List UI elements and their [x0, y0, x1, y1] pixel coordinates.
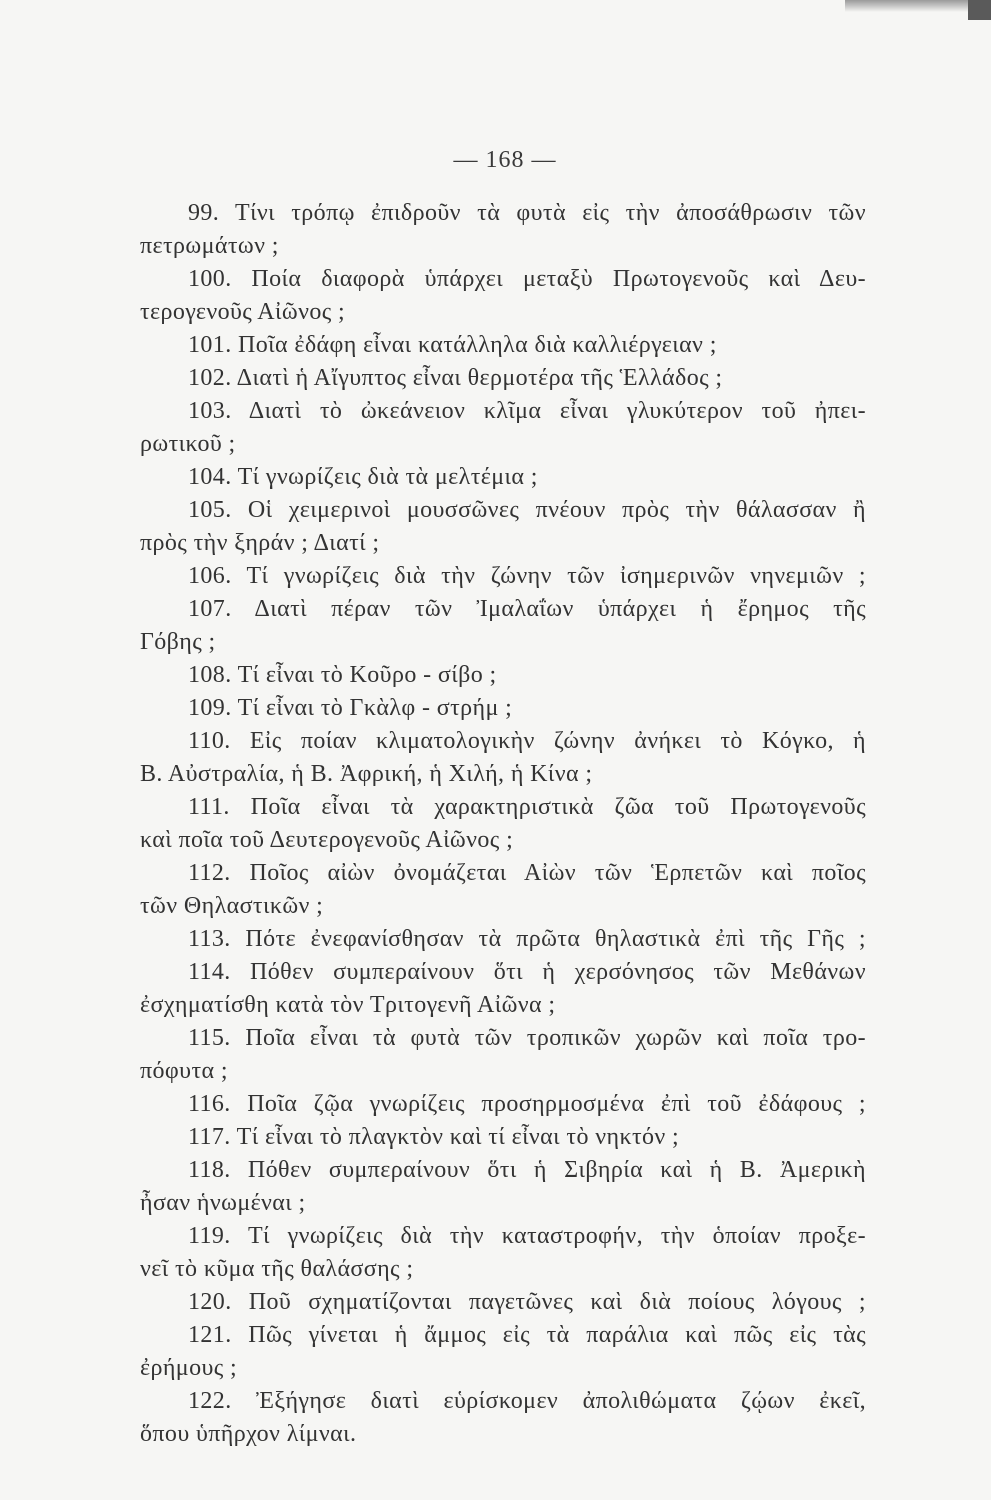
- question-line: 117. Τί εἶναι τὸ πλαγκτὸν καὶ τί εἶναι τὸ νηκτόν ;: [188, 1124, 680, 1150]
- question-line: 108. Τί εἶναι τὸ Κοῦρο - σίβο ;: [188, 662, 497, 688]
- question-line: 113. Πότε ἐνεφανίσθησαν τὰ πρῶτα θηλαστικὰ ἐπὶ τῆς Γῆς ;: [188, 926, 866, 952]
- question-item: [140, 659, 866, 692]
- question-item: [140, 791, 866, 857]
- question-line: 115. Ποῖα εἶναι τὰ φυτὰ τῶν τροπικῶν χωρῶν καὶ ποῖα τρο-: [188, 1025, 866, 1051]
- question-line: πρὸς τὴν ξηράν ; Διατί ;: [140, 530, 380, 556]
- question-line: τερογενοῦς Αἰῶνος ;: [140, 299, 346, 325]
- question-line: 100. Ποία διαφορὰ ὑπάρχει μεταξὺ Πρωτογενοῦς καὶ Δευ-: [188, 266, 866, 292]
- question-line: ἦσαν ἡνωμέναι ;: [140, 1190, 306, 1216]
- question-item: [140, 560, 866, 593]
- question-item: [140, 263, 866, 329]
- question-line: 112. Ποῖος αἰὼν ὀνομάζεται Αἰὼν τῶν Ἑρπετῶν καὶ ποῖος: [188, 860, 866, 886]
- question-line: 111. Ποῖα εἶναι τὰ χαρακτηριστικὰ ζῶα τοῦ Πρωτογενοῦς: [188, 794, 866, 820]
- question-line: ἐσχηματίσθη κατὰ τὸν Τριτογενῆ Αἰῶνα ;: [140, 992, 556, 1018]
- question-item: [140, 692, 866, 725]
- question-line: καὶ ποῖα τοῦ Δευτερογενοῦς Αἰῶνος ;: [140, 827, 514, 853]
- question-line: 121. Πῶς γίνεται ἡ ἄμμος εἰς τὰ παράλια καὶ πῶς εἰς τὰς: [188, 1322, 866, 1348]
- question-list: [140, 197, 866, 1451]
- question-line: 106. Τί γνωρίζεις διὰ τὴν ζώνην τῶν ἰσημερινῶν νηνεμιῶν ;: [188, 563, 866, 589]
- question-line: 104. Τί γνωρίζεις διὰ τὰ μελτέμια ;: [188, 464, 538, 490]
- question-item: [140, 1286, 866, 1319]
- question-line: 103. Διατὶ τὸ ὠκεάνειον κλῖμα εἶναι γλυκύτερον τοῦ ἠπει-: [188, 398, 866, 424]
- question-line: 105. Οἱ χειμερινοὶ μουσσῶνες πνέουν πρὸς τὴν θάλασσαν ἢ: [188, 497, 866, 523]
- question-item: [140, 329, 866, 362]
- question-line: 118. Πόθεν συμπεραίνουν ὅτι ἡ Σιβηρία καὶ ἡ Β. Ἀμερικὴ: [188, 1157, 866, 1183]
- question-item: [140, 1220, 866, 1286]
- question-item: [140, 1088, 866, 1121]
- question-line: 120. Ποῦ σχηματίζονται παγετῶνες καὶ διὰ ποίους λόγους ;: [188, 1289, 866, 1315]
- question-line: 107. Διατὶ πέραν τῶν Ἰμαλαΐων ὑπάρχει ἡ ἔρημος τῆς: [188, 596, 866, 622]
- question-line: πετρωμάτων ;: [140, 233, 279, 259]
- question-item: [140, 857, 866, 923]
- question-item: [140, 593, 866, 659]
- question-line: ὅπου ὑπῆρχον λίμναι.: [140, 1421, 357, 1447]
- question-item: [140, 494, 866, 560]
- question-line: ρωτικοῦ ;: [140, 431, 236, 457]
- question-line: Γόβης ;: [140, 629, 216, 655]
- question-item: [140, 1319, 866, 1385]
- question-line: 109. Τί εἶναι τὸ Γκὰλφ - στρήμ ;: [188, 695, 513, 721]
- page-number: — 168 —: [453, 147, 557, 173]
- question-line: 101. Ποῖα ἐδάφη εἶναι κατάλληλα διὰ καλλιέργειαν ;: [188, 332, 717, 358]
- question-line: 116. Ποῖα ζῷα γνωρίζεις προσηρμοσμένα ἐπὶ τοῦ ἐδάφους ;: [188, 1091, 866, 1117]
- question-line: πόφυτα ;: [140, 1058, 228, 1084]
- question-line: 119. Τί γνωρίζεις διὰ τὴν καταστροφήν, τὴν ὁποίαν προξε-: [188, 1223, 866, 1249]
- question-item: [140, 923, 866, 956]
- question-line: Β. Αὐστραλία, ἡ Β. Ἀφρική, ἡ Χιλή, ἡ Κίνα ;: [140, 761, 593, 787]
- question-item: [140, 362, 866, 395]
- question-line: τῶν Θηλαστικῶν ;: [140, 893, 324, 919]
- question-item: [140, 725, 866, 791]
- question-line: 102. Διατὶ ἡ Αἴγυπτος εἶναι θερμοτέρα τῆς Ἑλλάδος ;: [188, 365, 723, 391]
- question-item: [140, 1121, 866, 1154]
- question-item: [140, 1385, 866, 1451]
- question-line: 110. Εἰς ποίαν κλιματολογικὴν ζώνην ἀνήκει τὸ Κόγκο, ἡ: [188, 728, 866, 754]
- question-item: [140, 461, 866, 494]
- scan-corner: [968, 0, 991, 20]
- question-item: [140, 197, 866, 263]
- question-item: [140, 1022, 866, 1088]
- question-line: 114. Πόθεν συμπεραίνουν ὅτι ἡ χερσόνησος τῶν Μεθάνων: [188, 959, 866, 985]
- question-item: [140, 956, 866, 1022]
- question-line: ἐρήμους ;: [140, 1355, 238, 1381]
- question-item: [140, 395, 866, 461]
- question-line: 99. Τίνι τρόπῳ ἐπιδροῦν τὰ φυτὰ εἰς τὴν ἀποσάθρωσιν τῶν: [188, 200, 866, 226]
- question-item: [140, 1154, 866, 1220]
- question-line: 122. Ἐξήγησε διατὶ εὑρίσκομεν ἀπολιθώματα ζῴων ἐκεῖ,: [188, 1388, 866, 1414]
- question-line: νεῖ τὸ κῦμα τῆς θαλάσσης ;: [140, 1256, 414, 1282]
